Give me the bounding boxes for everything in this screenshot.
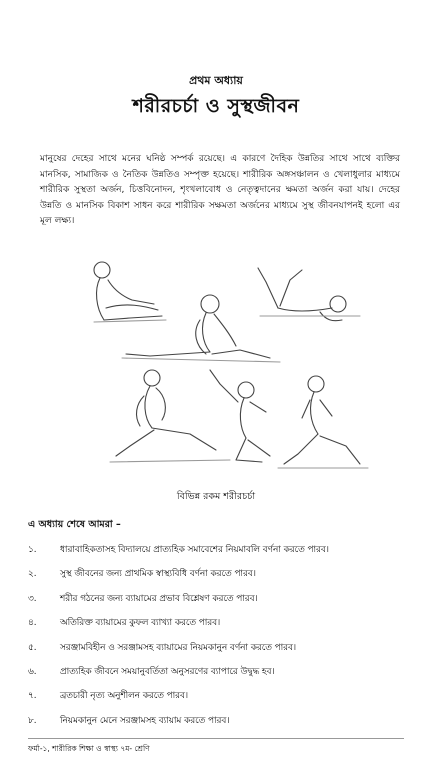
goal-number: ২.	[28, 569, 37, 580]
exercise-illustration	[70, 250, 370, 485]
goal-item	[28, 615, 408, 639]
goal-text: সরঞ্জামবিহীন ও সরঞ্জামসহ ব্যায়ামের নিয়মকানুন বর্ণনা করতে পারব।	[60, 642, 297, 653]
figure-kneeling-reach	[210, 370, 270, 462]
goal-text: সুস্থ জীবনের জন্য প্রাথমিক স্বাস্থ্যবিধি বর্ণনা করতে পারব।	[60, 569, 256, 580]
goal-text: ধারাবাহিকতাসহ বিদ্যালয়ে প্রাত্যহিক সমাবেশের নিয়মাবলি বর্ণনা করতে পারব।	[60, 545, 329, 555]
intro-paragraph: মানুষের দেহের সাথে মনের ঘনিষ্ঠ সম্পর্ক রয়েছে। এ কারণে দৈহিক উন্নতির সাথে সাথে ব্যক্তির মানসিক, সামাজিক ও নৈতিক উন্নতিও সম্পৃক্ত হয়েছে। শারীরিক অঙ্গসঞ্চালন ও খেলাধুলার মাধ্যমে শারীরিক সুস্থতা অর্জন, চিত্তবিনোদন, শৃংখলাবোধ ও নেতৃত্বদানের ক্ষমতা অর্জন করা যায়। দেহের উন্নতি ও মানসিক বিকাশ সাধন করে শারীরিক সক্ষমতা অর্জনের মাধ্যমে সুস্থ জীবনযাপনই হলো এর মূল লক্ষ্য।	[40, 154, 400, 226]
goal-item	[28, 688, 408, 712]
illustration-caption: বিভিন্ন রকম শরীরচর্চা	[176, 491, 256, 502]
page-footer: ফর্মা-১, শারীরিক শিক্ষা ও স্বাস্থ্য ৭ম- শ্রেণি	[28, 744, 150, 753]
figure-lunge-stretch	[278, 376, 368, 468]
goal-text: শরীর গঠনের জন্য ব্যায়ামের প্রভাব বিশ্লেষণ করতে পারব।	[60, 593, 258, 604]
goal-number: ৪.	[28, 618, 37, 629]
figure-seated-twist	[110, 370, 230, 462]
goal-item	[28, 640, 408, 664]
figure-lying-leg-raise	[258, 268, 360, 321]
goal-text: প্রাত্যহিক জীবনে সময়ানুবর্তিতা অনুসরণের ব্যাপারে উদ্বুদ্ধ হব।	[60, 666, 275, 677]
goal-number: ১.	[28, 545, 37, 555]
chapter-label: প্রথম অধ্যায়	[189, 74, 243, 87]
figure-seated-stretch	[94, 262, 166, 322]
goal-text: অতিরিক্ত ব্যায়ামের কুফল ব্যাখ্যা করতে পারব।	[60, 618, 221, 629]
goal-item	[28, 664, 408, 688]
figure-hurdle-stretch	[122, 295, 280, 362]
goal-number: ৩.	[28, 593, 37, 604]
goals-heading: এ অধ্যায় শেষে আমরা –	[28, 519, 121, 530]
goal-text: নিয়মকানুন মেনে সরঞ্জামসহ ব্যায়াম করতে পারব।	[60, 715, 230, 726]
goal-item	[28, 566, 408, 590]
goal-item	[28, 542, 408, 566]
goal-number: ৮.	[28, 715, 37, 726]
goal-number: ৫.	[28, 642, 37, 653]
goal-item	[28, 713, 408, 737]
learning-goals-list	[28, 542, 408, 737]
chapter-title: শরীরচর্চা ও সুস্থজীবন	[132, 95, 300, 117]
footer-divider	[28, 738, 404, 739]
goal-text: ব্রতচারী নৃত্য অনুশীলন করতে পারব।	[60, 691, 189, 702]
goal-item	[28, 591, 408, 615]
goal-number: ৬.	[28, 666, 37, 677]
goal-number: ৭.	[28, 691, 37, 702]
